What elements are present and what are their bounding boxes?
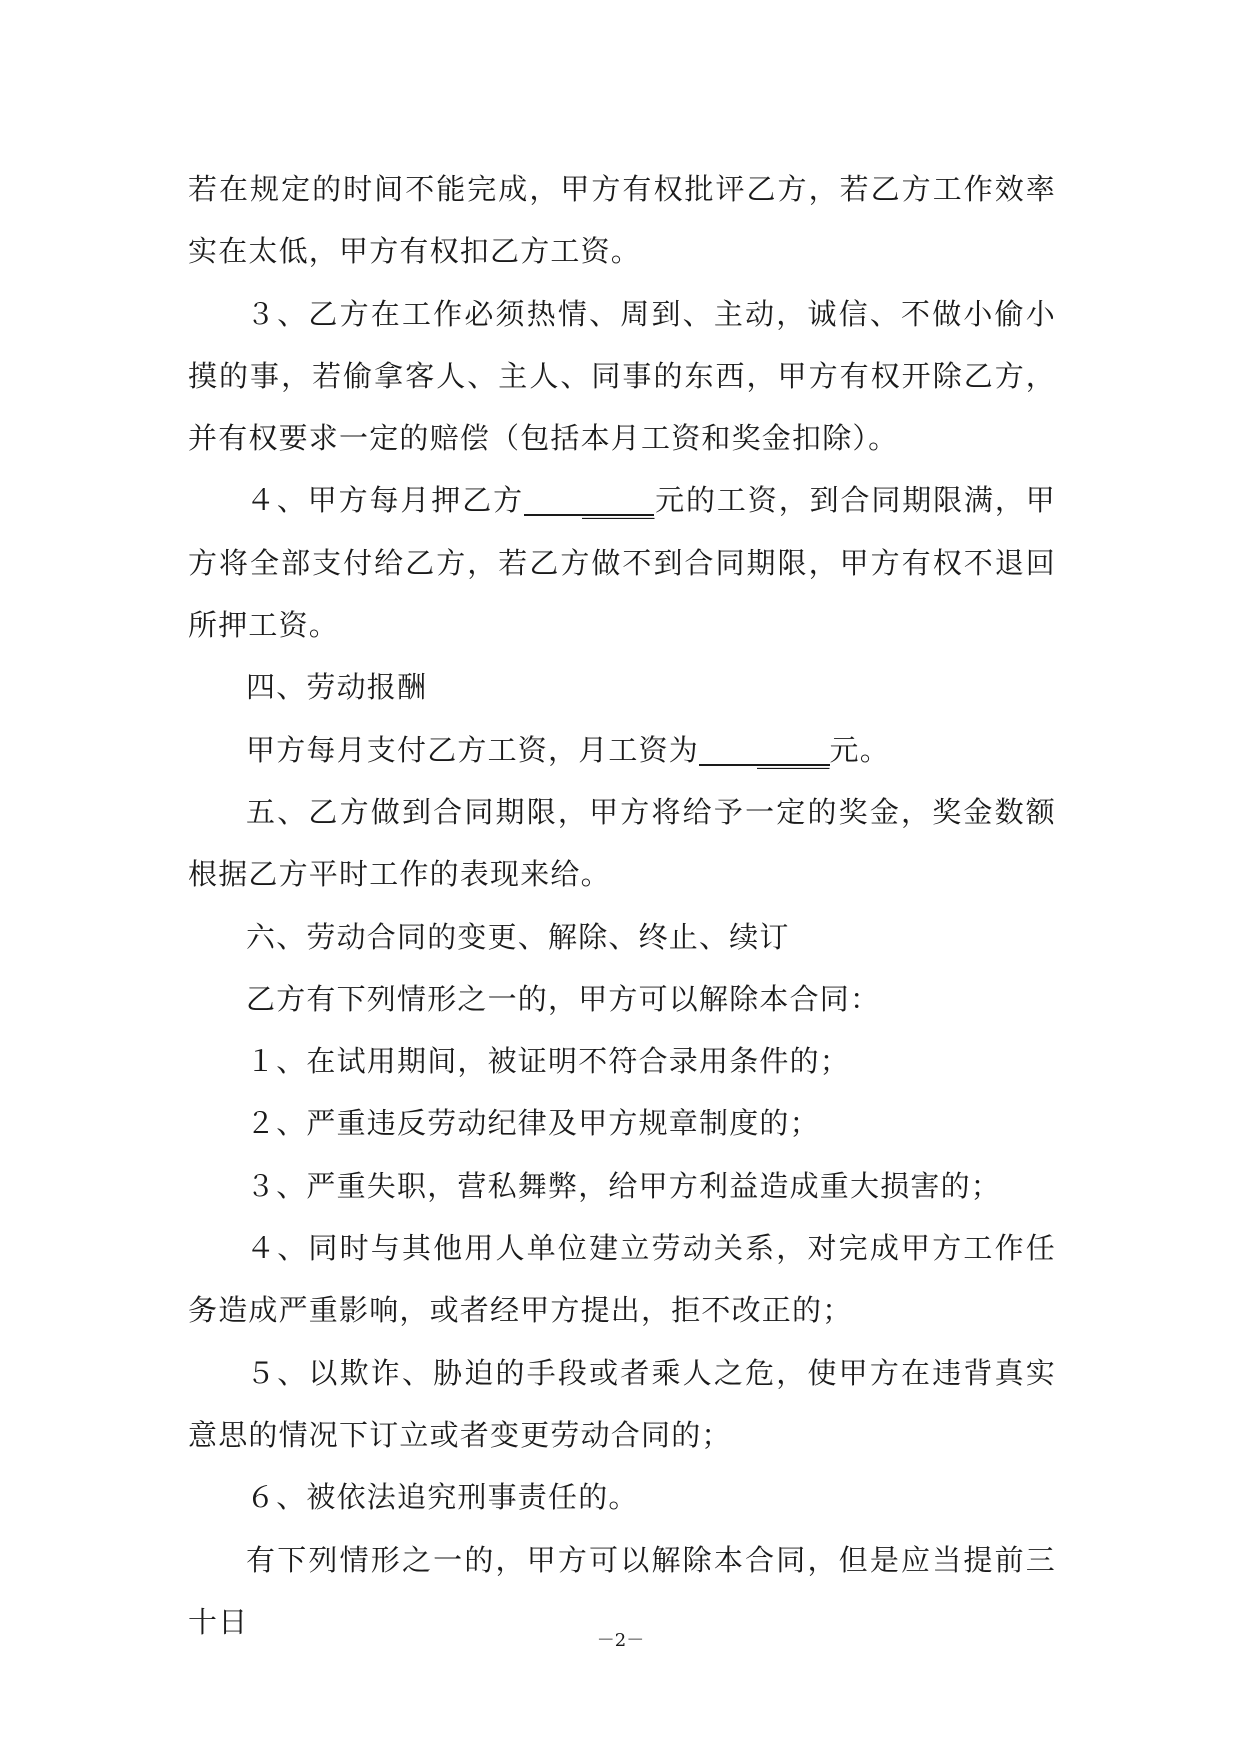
paragraph-clause-4 <box>188 469 1056 656</box>
section-heading-contract-changes: 六、劳动合同的变更、解除、终止、续订 <box>246 919 790 954</box>
paragraph-monthly-salary <box>188 719 1056 781</box>
termination-item-3: ３、严重失职，营私舞弊，给甲方利益造成重大损害的； <box>246 1168 1002 1203</box>
clause-4-text-before: ４、甲方每月押乙方 <box>246 483 524 518</box>
clause-4-text-after: 元的工资，到合同期限满，甲方将全部支付给乙方，若乙方做不到合同期限，甲方有权不退回所押工资。 <box>188 483 1056 643</box>
section-bonus: 五、乙方做到合同期限，甲方将给予一定的奖金，奖金数额根据乙方平时工作的表现来给。 <box>188 794 1056 892</box>
document-body <box>188 158 1056 1653</box>
termination-item-1: １、在试用期间，被证明不符合录用条件的； <box>246 1044 851 1079</box>
salary-text-before: 甲方每月支付乙方工资，月工资为 <box>246 732 700 767</box>
paragraph-clause-3: ３、乙方在工作必须热情、周到、主动，诚信、不做小偷小摸的事，若偷拿客人、主人、同事的东西，甲方有权开除乙方，并有权要求一定的赔偿（包括本月工资和奖金扣除）。 <box>188 296 1056 456</box>
paragraph-1: 若在规定的时间不能完成，甲方有权批评乙方，若乙方工作效率实在太低，甲方有权扣乙方工资。 <box>188 172 1056 269</box>
termination-item-6: ６、被依法追究刑事责任的。 <box>246 1480 639 1515</box>
paragraph-notice-termination: 有下列情形之一的，甲方可以解除本合同，但是应当提前三十日 <box>188 1542 1056 1639</box>
termination-item-5: ５、以欺诈、胁迫的手段或者乘人之危，使甲方在违背真实意思的情况下订立或者变更劳动合同的； <box>188 1355 1056 1452</box>
termination-item-2: ２、严重违反劳动纪律及甲方规章制度的； <box>246 1106 820 1141</box>
paragraph-termination-intro: 乙方有下列情形之一的，甲方可以解除本合同： <box>246 981 881 1016</box>
deposit-amount-blank: _____ <box>524 488 655 516</box>
salary-text-after: 元。 <box>829 732 890 767</box>
salary-amount-blank: _____ <box>699 738 830 766</box>
section-heading-remuneration: 四、劳动报酬 <box>246 670 428 705</box>
page-number: －2－ <box>596 1630 645 1651</box>
termination-item-4: ４、同时与其他用人单位建立劳动关系，对完成甲方工作任务造成严重影响，或者经甲方提出，拒不改正的； <box>188 1231 1056 1328</box>
